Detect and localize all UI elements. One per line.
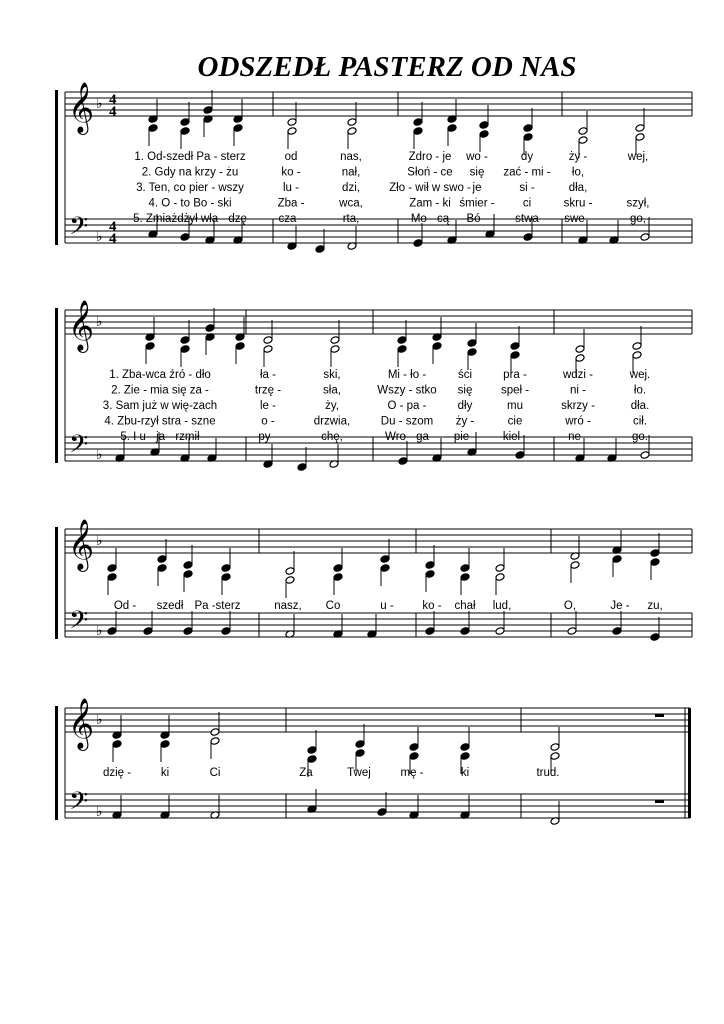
system-4: [55, 698, 691, 825]
note-head: [397, 336, 407, 345]
time-signature-denominator: 4: [109, 104, 117, 120]
note-head: [650, 549, 660, 558]
note-head: [203, 106, 213, 115]
lyric-syllable: 4. O - to Bo - ski: [148, 197, 232, 210]
treble-clef-icon: 𝄞: [68, 698, 95, 749]
lyric-syllable: sterz: [215, 600, 241, 612]
lyric-syllable: Bó -: [466, 213, 488, 225]
lyric-syllable: nas,: [340, 151, 362, 163]
system-brace: [55, 706, 58, 820]
lyric-syllable: Mi - ło -: [387, 369, 427, 381]
note-head: [612, 627, 622, 636]
note-head: [221, 564, 231, 573]
lyric-syllable: wca,: [339, 197, 363, 210]
note-head: [307, 746, 317, 755]
lyric-syllable: ści: [457, 369, 473, 381]
note-head: [650, 558, 660, 567]
lyric-syllable: speł -: [500, 384, 530, 397]
lyric-syllable: 3. Ten, co pier - wszy: [136, 182, 244, 194]
lyric-syllable: drzwia,: [313, 415, 351, 428]
lyric-syllable: ko -: [422, 600, 442, 612]
system-3: [55, 519, 692, 641]
note-head: [347, 118, 357, 127]
treble-clef-icon: 𝄞: [68, 300, 95, 351]
note-head: [425, 627, 435, 636]
lyric-syllable: Zba -: [277, 197, 305, 210]
note-head: [221, 573, 231, 582]
lyric-syllable: 5. Zmiażdżył wła - dzę: [133, 213, 247, 225]
note-head: [210, 737, 220, 746]
lyric-syllable: ła -: [260, 369, 276, 381]
note-head: [635, 124, 645, 133]
lyric-syllable: 4. Zbu-rzył stra - szne: [104, 415, 216, 428]
key-signature-flat-icon: ♭: [96, 712, 103, 728]
systems: [55, 82, 692, 825]
note-head: [297, 463, 307, 472]
lyric-syllable: ci: [522, 197, 532, 210]
lyric-syllable: dła,: [568, 182, 588, 194]
lyric-syllable: mę -: [400, 767, 424, 779]
note-head: [460, 743, 470, 752]
lyric-syllable: cza -: [278, 213, 304, 225]
treble-clef-icon: 𝄞: [68, 519, 95, 570]
note-head: [180, 233, 190, 242]
time-signature-denominator: 4: [109, 231, 117, 247]
lyric-syllable: od: [284, 151, 298, 163]
lyric-syllable: cie: [507, 415, 523, 428]
lyric-syllable: ski,: [323, 369, 341, 381]
note-head: [205, 324, 215, 333]
note-head: [107, 564, 117, 573]
note-head: [180, 345, 190, 354]
system-2: [55, 300, 692, 471]
note-head: [578, 136, 588, 145]
lyric-syllable: Twej: [347, 767, 371, 779]
lyric-syllable: szedł: [156, 600, 184, 612]
system-1: [55, 82, 692, 253]
note-head: [107, 627, 117, 636]
note-head: [409, 743, 419, 752]
lyric-syllable: le -: [260, 400, 276, 412]
lyric-syllable: Mo - cą: [410, 213, 450, 225]
lyric-syllable: ni -: [570, 384, 586, 397]
key-signature-flat-icon: ♭: [96, 96, 103, 112]
note-head: [567, 627, 577, 636]
lyric-syllable: dzi,: [342, 182, 360, 194]
lyric-syllable: zać - mi -: [503, 166, 551, 179]
note-head: [160, 740, 170, 749]
note-head: [510, 342, 520, 351]
note-head: [107, 573, 117, 582]
note-head: [409, 752, 419, 761]
note-head: [263, 336, 273, 345]
lyric-syllable: 5. I u - ja - rzmił: [120, 431, 200, 443]
system-brace: [55, 90, 58, 245]
lyric-syllable: wej,: [627, 151, 649, 163]
bass-clef-icon: 𝄢: [69, 787, 89, 822]
note-head: [183, 627, 193, 636]
bass-clef-icon: 𝄢: [69, 606, 89, 641]
rest-icon: [655, 714, 664, 717]
lyric-syllable: pra -: [503, 369, 527, 381]
lyric-syllable: ne -: [568, 431, 588, 443]
note-head: [285, 567, 295, 576]
lyric-syllable: 1. Od-szedł Pa - sterz: [134, 151, 246, 163]
note-head: [112, 740, 122, 749]
lyric-syllable: nał,: [341, 166, 361, 179]
note-head: [380, 555, 390, 564]
note-head: [460, 564, 470, 573]
lyric-syllable: kiel -: [502, 431, 528, 443]
lyric-syllable: ży,: [325, 400, 339, 412]
note-head: [467, 339, 477, 348]
lyric-syllable: cił.: [632, 415, 648, 428]
lyric-syllable: lu -: [283, 182, 299, 194]
lyric-syllable: ko -: [281, 166, 301, 179]
lyric-syllable: 2. Zie - mia się za -: [111, 384, 209, 397]
lyric-syllable: O - pa -: [387, 400, 427, 412]
note-head: [425, 570, 435, 579]
lyric-syllable: chę,: [321, 431, 343, 443]
lyric-syllable: Ci: [209, 767, 221, 779]
lyric-syllable: śmier -: [459, 197, 495, 210]
lyric-syllable: O,: [563, 600, 577, 612]
note-head: [447, 124, 457, 133]
note-head: [377, 808, 387, 817]
lyric-syllable: dy: [520, 151, 534, 163]
lyric-syllable: ło,: [571, 166, 585, 179]
note-head: [355, 749, 365, 758]
time-signature-numerator: 4: [109, 219, 117, 235]
note-head: [550, 752, 560, 761]
lyric-syllable: ki: [460, 767, 470, 779]
note-head: [157, 564, 167, 573]
note-head: [307, 755, 317, 764]
lyric-syllable: Za: [299, 767, 313, 779]
lyric-syllable: wdzi -: [562, 369, 594, 381]
lyric-syllable: je: [472, 182, 482, 194]
lyric-syllable: wró -: [565, 415, 591, 428]
note-head: [479, 130, 489, 139]
note-head: [333, 573, 343, 582]
note-head: [495, 573, 505, 582]
note-head: [413, 239, 423, 248]
note-head: [523, 133, 533, 142]
key-signature-flat-icon: ♭: [96, 533, 103, 549]
lyric-syllable: skrzy -: [561, 400, 595, 412]
note-head: [640, 451, 650, 460]
note-head: [515, 451, 525, 460]
time-signature-numerator: 4: [109, 92, 117, 108]
note-head: [180, 118, 190, 127]
bass-clef-icon: 𝄢: [69, 212, 89, 247]
system-brace: [55, 527, 58, 639]
lyric-syllable: ży -: [455, 415, 475, 428]
lyric-syllable: wej.: [629, 369, 651, 381]
lyric-syllable: 1. Zba-wca źró - dło: [109, 369, 211, 381]
lyric-syllable: si -: [519, 182, 535, 194]
lyric-syllable: trud.: [536, 767, 560, 779]
note-head: [287, 127, 297, 136]
lyric-syllable: u -: [380, 600, 394, 612]
note-head: [432, 342, 442, 351]
note-head: [570, 561, 580, 570]
lyric-syllable: Zdro - je: [408, 151, 452, 163]
note-head: [495, 564, 505, 573]
lyric-syllable: dzię -: [102, 767, 132, 779]
note-head: [612, 555, 622, 564]
lyric-syllable: sła,: [323, 384, 341, 397]
note-head: [330, 345, 340, 354]
note-head: [180, 336, 190, 345]
bass-clef-icon: 𝄢: [69, 430, 89, 465]
lyric-syllable: Zam - ki: [409, 197, 451, 210]
lyric-syllable: chał: [454, 600, 476, 612]
note-head: [347, 127, 357, 136]
lyric-syllable: 2. Gdy na krzy - żu: [141, 166, 239, 179]
lyric-syllable: ki: [160, 767, 170, 779]
lyric-syllable: go.: [632, 431, 648, 443]
note-head: [145, 342, 155, 351]
note-head: [315, 245, 325, 254]
treble-clef-icon: 𝄞: [68, 82, 95, 133]
lyric-syllable: nasz,: [274, 600, 302, 612]
lyric-syllable: pie -: [453, 431, 477, 443]
note-head: [479, 121, 489, 130]
note-head: [425, 561, 435, 570]
note-head: [210, 728, 220, 737]
lyric-syllable: skru -: [563, 197, 593, 210]
lyric-syllable: 3. Sam już w wię-zach: [102, 400, 218, 412]
note-head: [263, 345, 273, 354]
note-head: [510, 351, 520, 360]
note-head: [398, 457, 408, 466]
lyric-syllable: stwa: [515, 213, 539, 225]
note-head: [183, 561, 193, 570]
lyric-syllable: ło.: [633, 384, 647, 397]
lyric-syllable: wo -: [466, 151, 488, 163]
note-head: [578, 127, 588, 136]
note-head: [575, 345, 585, 354]
lyric-syllable: Słoń - ce: [407, 166, 453, 179]
lyric-syllable: dła.: [630, 400, 650, 412]
lyric-syllable: zu,: [647, 600, 663, 612]
lyric-syllable: Wro - ga: [385, 431, 429, 443]
lyric-syllable: lud,: [492, 600, 512, 612]
lyric-syllable: Zło - wił w swo -: [389, 182, 471, 194]
song-title: ODSZEDŁ PASTERZ OD NAS: [197, 51, 577, 83]
note-head: [640, 233, 650, 242]
lyric-syllable: się: [469, 166, 485, 179]
lyric-syllable: trzę -: [254, 384, 282, 397]
note-head: [285, 576, 295, 585]
lyric-syllable: go,: [630, 213, 646, 225]
note-head: [397, 345, 407, 354]
note-head: [575, 354, 585, 363]
note-head: [235, 342, 245, 351]
lyric-syllable: szył,: [626, 197, 650, 210]
note-head: [380, 564, 390, 573]
note-head: [523, 233, 533, 242]
note-head: [523, 124, 533, 133]
note-head: [180, 127, 190, 136]
lyric-syllable: Je -: [610, 600, 630, 612]
note-head: [233, 124, 243, 133]
note-head: [460, 573, 470, 582]
lyric-syllable: Co: [325, 600, 341, 612]
note-head: [632, 351, 642, 360]
key-signature-flat-icon: ♭: [96, 447, 103, 463]
note-head: [413, 127, 423, 136]
lyric-syllable: swe -: [564, 213, 592, 225]
key-signature-flat-icon: ♭: [96, 314, 103, 330]
note-head: [355, 740, 365, 749]
rest-icon: [655, 800, 664, 803]
note-head: [157, 555, 167, 564]
lyric-syllable: Du - szom: [380, 415, 434, 428]
note-head: [330, 336, 340, 345]
note-head: [460, 627, 470, 636]
note-head: [221, 627, 231, 636]
note-head: [287, 118, 297, 127]
lyric-syllable: rta,: [342, 213, 360, 225]
note-head: [413, 118, 423, 127]
note-head: [550, 743, 560, 752]
note-head: [183, 570, 193, 579]
lyric-syllable: mu: [507, 400, 523, 412]
lyric-syllable: py -: [258, 431, 278, 443]
lyric-syllable: Pa -: [194, 600, 216, 612]
note-head: [650, 633, 660, 642]
lyric-syllable: Od -: [113, 600, 137, 612]
note-head: [632, 342, 642, 351]
lyric-syllable: się: [457, 384, 473, 397]
final-barline-thick: [688, 708, 691, 818]
note-head: [333, 564, 343, 573]
key-signature-flat-icon: ♭: [96, 623, 103, 639]
key-signature-flat-icon: ♭: [96, 804, 103, 820]
lyric-syllable: ży -: [568, 151, 588, 163]
lyric-syllable: o -: [261, 415, 275, 428]
note-head: [143, 627, 153, 636]
lyric-syllable: Wszy - stko: [377, 384, 437, 397]
note-head: [467, 348, 477, 357]
system-brace: [55, 308, 58, 463]
lyric-syllable: dły: [457, 400, 473, 412]
note-head: [460, 752, 470, 761]
note-head: [148, 124, 158, 133]
note-head: [495, 627, 505, 636]
note-head: [635, 133, 645, 142]
key-signature-flat-icon: ♭: [96, 229, 103, 245]
